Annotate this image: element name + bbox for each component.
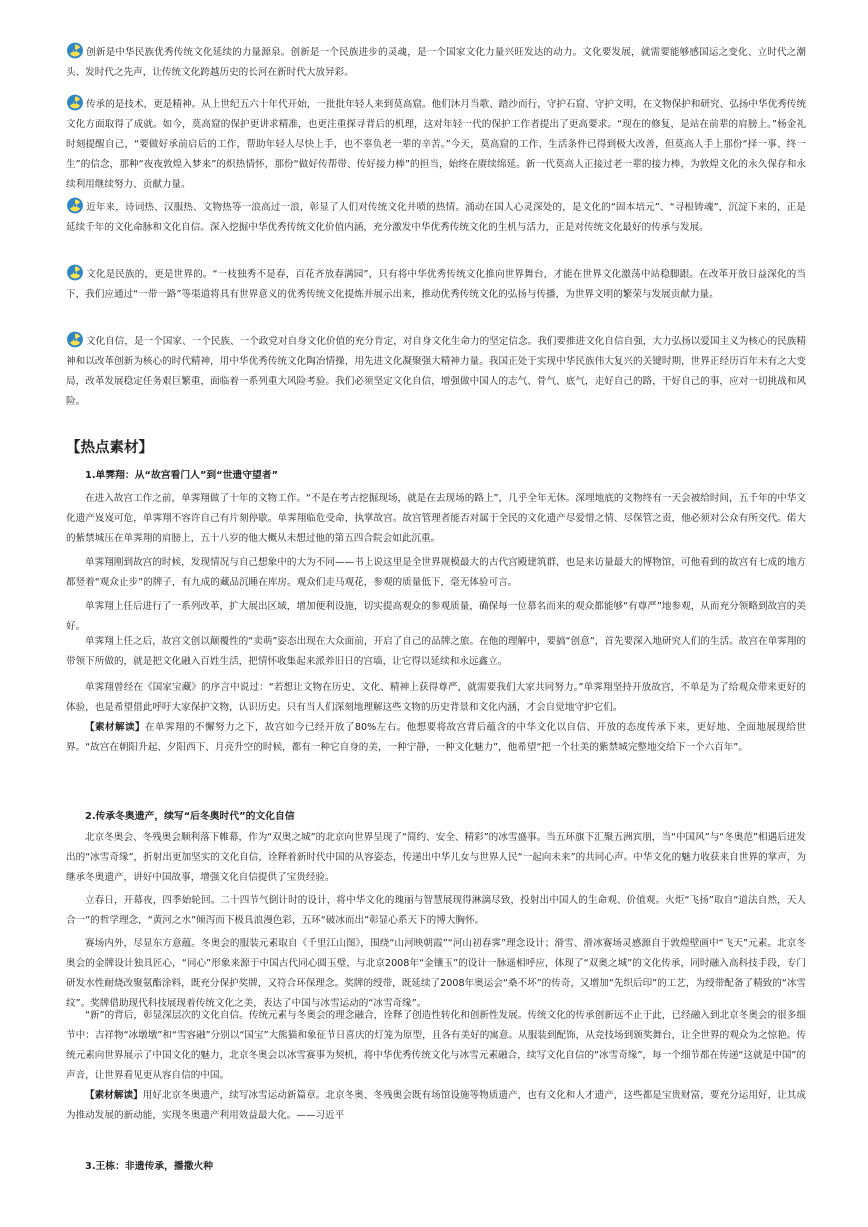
section-1-note: 【素材解读】在单霁翔的不懈努力之下，故宫如今已经开放了80%左右。他想要将故宫背后蕴含的中华文化以自信、开放的态度传承下来，更好地、全面地展现给世界。“故宫在朝阳升起、夕阳西下、月亮升空的时候，都有一种它自身的美，一种宁静，一种文化魅力”，他希望“把一个壮美的紫禁城完整地交给下一个六百年”。 [66,722,807,753]
section-1-paragraph: 单霁翔刚到故宫的时候，发现情况与自己想象中的大为不同——书上说这里是全世界规模最大的古代宫殿建筑群，也是来访量最大的博物馆，可他看到的故宫有七成的地方都竖着“观众止步”的牌子，有九成的藏品沉睡在库房。观众们走马观花，参观的质量低下，毫无体验可言。 [66,557,806,588]
section-2-paragraph: 北京冬奥会、冬残奥会顺利落下帷幕，作为“双奥之城”的北京向世界呈现了“简约、安全、精彩”的冰雪盛事。当五环旗下汇聚五洲宾朋，当“中国风”与“冬奥范”相遇后迸发出的“冰雪奇缘”，折射出更加坚实的文化自信，诠释着新时代中国的从容姿态，传递出中华儿女与世界人民“一起向未来”的共同心声。中华文化的魅力收获来自世界的掌声，为继承冬奥遗产，讲好中国故事，增强文化自信提供了宝贵经验。 [66,832,806,883]
section-3-title: 3.王栋：非遗传承，播撒火种 [85,1161,214,1172]
section-2-paragraph: “新”的背后，彰显深层次的文化自信。传统元素与冬奥会的理念融合，诠释了创造性转化和创新性发展。传统文化的传承创新远不止于此，已经融入到北京冬奥会的很多细节中：吉祥物“冰墩墩”和“雪容融”分别以“国宝”大熊猫和象征节日喜庆的灯笼为原型，且各有美好的寓意。从服装到配饰，从竞技场到颁奖舞台，让全世界的观众为之惊艳。传统元素向世界展示了中国文化的魅力，北京冬奥会以冰雪赛事为契机，将中华优秀传统文化与冰雪元素融合，续写文化自信的“冰雪奇缘”，每一个细节都在传递“这就是中国”的声音，让世界看见更从容自信的中国。 [66,1010,806,1081]
intro-paragraph-3: 近年来，诗词热、汉服热、文物热等一浪高过一浪，彰显了人们对传统文化井喷的热情。涌动在国人心灵深处的，是文化的“固本培元”、“寻根铸魂”，沉淀下来的，正是延续千年的文化命脉和文化自信。深入挖掘中华优秀传统文化价值内涵，充分激发中华优秀传统文化的生机与活力，正是对传统文化最好的传承与发展。 [66,197,806,238]
section-2-paragraph: 赛场内外，尽显东方意蕴。冬奥会的服装元素取自《千里江山图》，围绕“山河映朝霞”“河山初春霁”理念设计；滑雪、滑冰赛场灵感源自于敦煌壁画中“飞天”元素。北京冬奥会的金牌设计独具匠心，“同心”形象来源于中国古代同心圆玉璧，与北京2008年“金镶玉”的设计一脉遥相呼应，体现了“双奥之城”的文化传承，同时融入高科技手段，专门研发水性耐烧改聚氨酯涂料，既充分保护奖牌，又符合环保理念。奖牌的绶带，既延续了2008年奥运会“桑不坏”的传奇，又增加“先织后印”的工艺，为绶带配备了精致的“冰雪纹”。奖牌借助现代科技展现着传统文化之美，表达了中国与冰雪运动的“冰雪奇缘”。 [66,938,807,1009]
section-1-title: 1.单霁翔：从“故宫看门人”到“世遗守望者” [85,470,279,481]
note-label: 【素材解读】 [85,1090,143,1101]
radiation-icon [66,331,84,348]
radiation-icon [66,197,84,214]
radiation-icon [66,264,84,281]
section-1-paragraph: 单霁翔上任后进行了一系列改革，扩大展出区域，增加便利设施，切实提高观众的参观质量，确保每一位慕名而来的观众都能够“有尊严”地参观，从而充分领略到故宫的美好。 [66,601,806,632]
note-label: 【素材解读】 [85,722,145,733]
section-1-paragraph: 在进入故宫工作之前，单霁翔做了十年的文物工作。“不是在考古挖掘现场，就是在去现场的路上”，几乎全年无休。深埋地底的文物终有一天会被给时间，五千年的中华文化遗产岌岌可危，单霁翔不容许自己有片刻停歇。单霁翔临危受命，执掌故宫。故宫管理者能否对属于全民的文化遗产尽爱惜之情、尽保管之责，他必须对公众有所交代。偌大的紫禁城压在单霁翔的肩膀上，五十八岁的他大概从未想过他的第五四合院会如此沉重。 [66,493,806,544]
intro-paragraph-1: 创新是中华民族优秀传统文化延续的力量源泉。创新是一个民族进步的灵魂，是一个国家文化力量兴旺发达的动力。文化要发展，就需要能够感国运之变化、立时代之潮头、发时代之先声，让传统文化跨越历史的长河在新时代大放异彩。 [66,42,806,83]
radiation-icon [66,94,84,111]
radiation-icon [66,42,84,59]
section-2-paragraph: 立春日，开幕夜，四季始轮回。二十四节气倒计时的设计，将中华文化的瑰丽与智慧展现得淋漓尽致，投射出中国人的生命观、价值观。火炬“飞扬”取自“道法自然，天人合一”的哲学理念，“黄河之水”倾泻而下极具浪漫色彩，五环“破冰而出”彰显心系天下的博大胸怀。 [66,895,806,926]
intro-paragraph-5: 文化自信，是一个国家、一个民族、一个政党对自身文化价值的充分肯定，对自身文化生命力的坚定信念。我们要推进文化自信自强，大力弘扬以爱国主义为核心的民族精神和以改革创新为核心的时代精神，用中华优秀传统文化陶冶情操，用先进文化凝聚强大精神力量。我国正处于实现中华民族伟大复兴的关键时期，世界正经历百年未有之大变局，改革发展稳定任务艰巨繁重，面临着一系列重大风险考验。我们必须坚定文化自信，增强做中国人的志气、骨气、底气，走好自己的路，干好自己的事，应对一切挑战和风险。 [66,331,806,412]
section-1-paragraph: 单霁翔上任之后，故宫文创以颠覆性的“卖萌”姿态出现在大众面前，开启了自己的品牌之旅。在他的理解中，要搞“创意”，首先要深入地研究人们的生活。故宫在单霁翔的带领下所做的，就是把文化融入百姓生活，把情怀收集起来派养旧日的宫墙，让它得以延续和永远鑫立。 [66,636,806,667]
intro-paragraph-4: 文化是民族的，更是世界的。“一枝独秀不是春，百花齐放春满园”，只有将中华优秀传统文化推向世界舞台，才能在世界文化激荡中站稳脚跟。在改革开放日益深化的当下，我们应通过“一带一路”等渠道将具有世界意义的优秀传统文化提炼并展示出来，推动优秀传统文化的弘扬与传播，为世界文明的繁荣与发展贡献力量。 [66,264,806,305]
section-2-note: 【素材解读】用好北京冬奥遗产，续写冰雪运动新篇章。北京冬奥、冬残奥会既有场馆设施等物质遗产，也有文化和人才遗产，这些都是宝贵财富，要充分运用好，让其成为推动发展的新动能，实现冬奥遗产利用效益最大化。——习近平 [66,1090,807,1121]
intro-paragraph-2: 传承的是技术，更是精神。从上世纪五六十年代开始，一批批年轻人来到莫高窟。他们沐月当歌、踏沙而行，守护石窟、守护文明，在文物保护和研究、弘扬中华优秀传统文化方面取得了成就。如今，莫高窟的保护更讲求精准，也更注重探寻背后的机理，这对年轻一代的保护工作者提出了更高要求。“现在的修复，是站在前辈的肩膀上。”杨金礼时刻提醒自己，“要做好承前启后的工作，帮助年轻人尽快上手，也不辜负老一辈的辛苦。”今天，莫高窟的工作、生活条件已得到极大改善，但莫高人手上那份“择一事、终一生”的信念，那种“夜夜敦煌入梦来”的炽热情怀，那份“做好传帮带、传好接力棒”的担当，始终在赓续绵延。新一代莫高人正接过老一辈的接力棒，为敦煌文化的永久保存和永续利用继续努力、贡献力量。 [66,94,806,195]
section-1-paragraph: 单霁翔曾经在《国家宝藏》的序言中说过：“若想让文物在历史、文化、精神上获得尊严，就需要我们大家共同努力。”单霁翔坚持开放故宫，不单是为了给观众带来更好的体验，也是希望借此呼吁大家保护文物，认识历史。只有当人们深刻地理解这些文物的历史背景和文化内涵，才会自觉地守护它们。 [66,682,806,713]
hot-topics-heading: 【热点素材】 [66,440,153,456]
section-2-title: 2.传承冬奥遗产，续写“后冬奥时代”的文化自信 [85,811,295,822]
